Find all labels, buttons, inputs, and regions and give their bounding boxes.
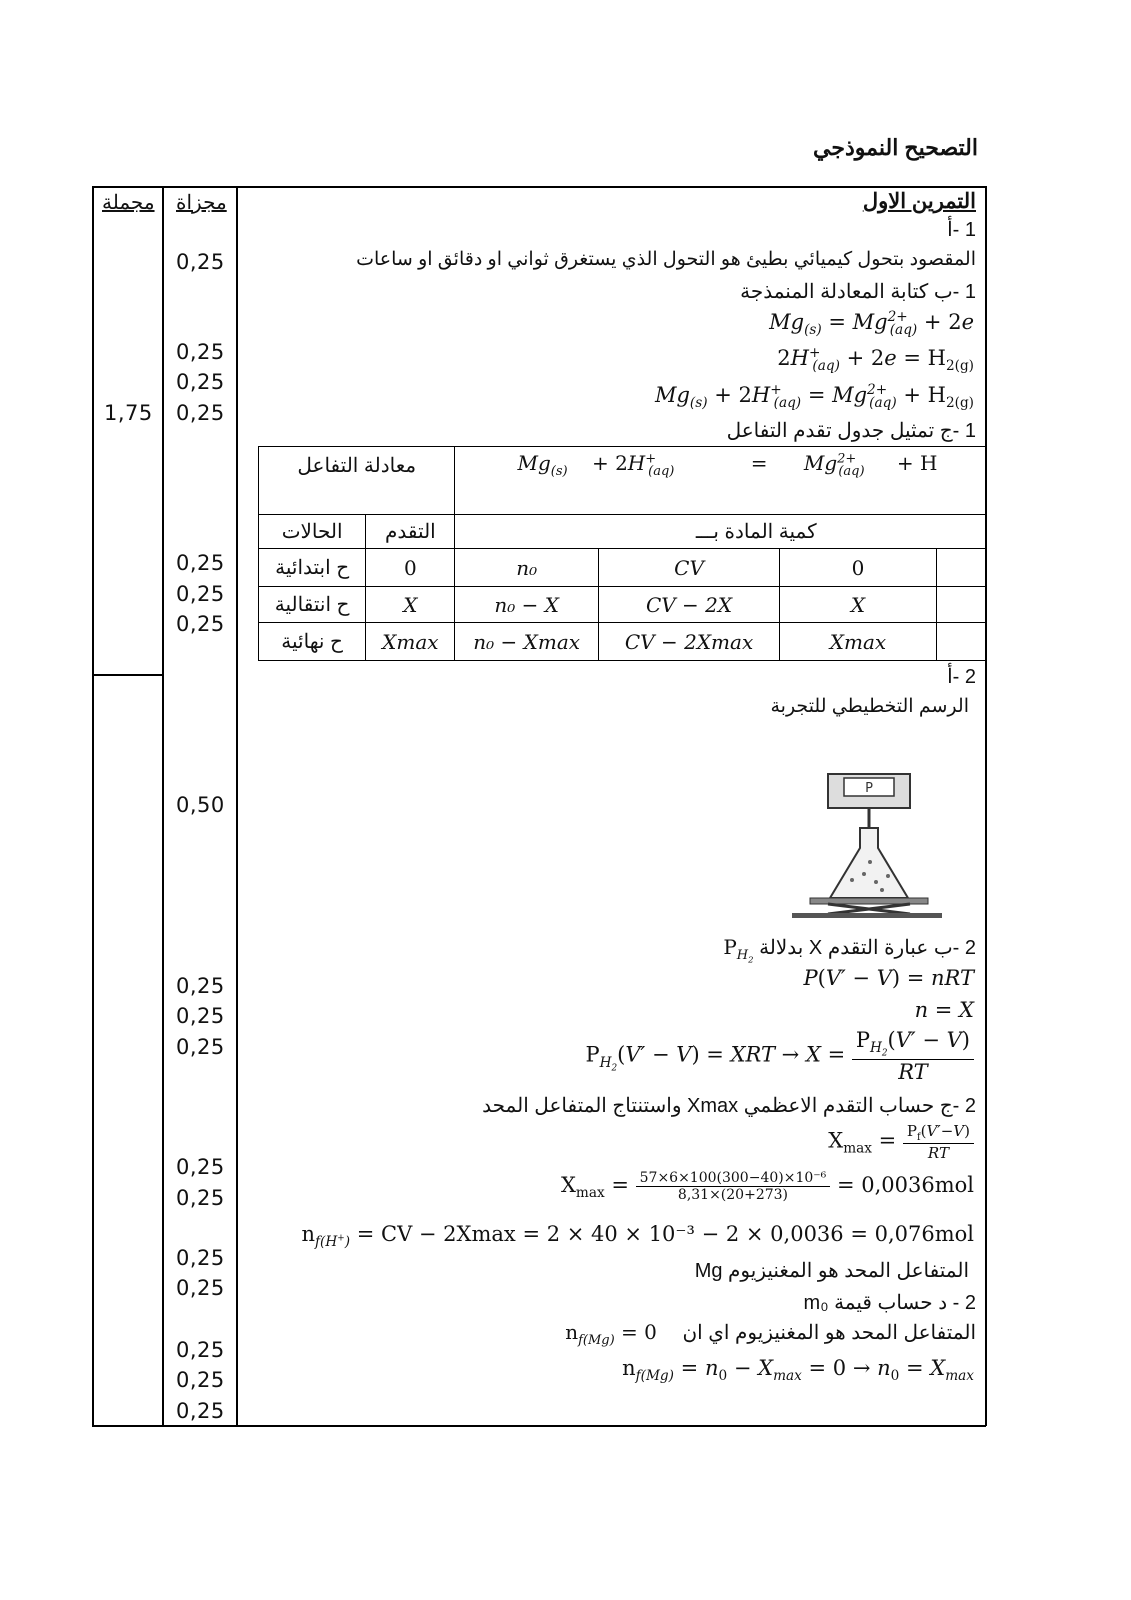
x-cell: X — [366, 587, 455, 623]
total-mark: 1,75 — [104, 401, 153, 425]
mark: 0,25 — [176, 582, 225, 606]
state-cell: ح ابتدائية — [259, 549, 366, 587]
limiting-reagent: المتفاعل المحد هو المغنيزيوم Mg — [694, 1260, 969, 1282]
svg-text:P: P — [865, 781, 873, 796]
mark: 0,50 — [176, 793, 225, 817]
n-equals-x: n = X — [914, 998, 974, 1022]
states-label: الحالات — [259, 515, 366, 549]
mg-cell: n₀ — [455, 549, 598, 587]
question-1b: 1 -ب كتابة المعادلة المنمذجة — [740, 281, 976, 303]
question-1c: 1 -ج تمثيل جدول تقدم التفاعل — [726, 420, 976, 442]
x-expression: $P_{H_2}(V' - V)$ = XRT → X = $\frac{P_{H_2}(V' - V)}{RT}$ — [585, 1028, 974, 1084]
quantity-label: كمية المادة بـــ — [455, 515, 986, 549]
question-1a: 1 -أ — [947, 219, 976, 241]
experiment-diagram — [752, 770, 944, 918]
mg-cell: n₀ − X — [455, 587, 598, 623]
xmax-numerator: 57×6×100(300−40)×10⁻⁶ — [636, 1170, 831, 1187]
h2-cell — [936, 587, 986, 623]
state-cell: ح انتقالية — [259, 587, 366, 623]
table-row — [259, 623, 987, 661]
mark: 0,25 — [176, 250, 225, 274]
mg2-cell: Xmax — [780, 623, 936, 661]
state-cell: ح نهائية — [259, 623, 366, 661]
answer-2d: المتفاعل المحد هو المغنيزيوم اي ان $n_{f(Mg)} = 0$ — [565, 1320, 976, 1348]
mg2-cell: 0 — [780, 549, 936, 587]
xmax-denominator: 8,31×(20+273) — [677, 1187, 788, 1203]
mark: 0,25 — [176, 1035, 225, 1059]
question-2b: 2 -ب عبارة التقدم X بدلالة $P_{H_2}$ — [723, 935, 976, 965]
nf-h-value: = CV − 2Xmax = 2 × 40 × 10⁻³ − 2 × 0,0036 = 0,076mol — [356, 1222, 974, 1246]
mark: 0,25 — [176, 1276, 225, 1300]
h2-cell — [936, 549, 986, 587]
h2-cell — [936, 623, 986, 661]
total-marks-header: مجملة — [102, 192, 155, 214]
advance-label: التقدم — [366, 515, 455, 549]
mark: 0,25 — [176, 974, 225, 998]
h-cell: CV − 2Xmax — [598, 623, 779, 661]
half-equation-reduction: $2H^+_{(aq)} + 2e = H_{2(g)}$ — [777, 345, 974, 375]
mark: 0,25 — [176, 1246, 225, 1270]
n0-equation: $n_{f(Mg)} = n_0 - X_{max} = 0 \to n_0 = X_{max}$ — [622, 1356, 974, 1385]
question-2b-text: 2 -ب عبارة التقدم X بدلالة — [759, 937, 976, 959]
mark: 0,25 — [176, 1368, 225, 1392]
mark: 0,25 — [176, 1338, 225, 1362]
h-cell: CV − 2X — [598, 587, 779, 623]
equation-label: معادلة التفاعل — [259, 447, 455, 515]
table-row — [259, 549, 987, 587]
partial-marks-header: مجزاة — [176, 192, 227, 214]
gas-law: P(V′ − V) = nRT — [803, 966, 974, 990]
mark: 0,25 — [176, 340, 225, 364]
half-equation-oxidation: $Mg_{(s)} = Mg^{2+}_{(aq)} + 2e$ — [769, 309, 974, 339]
question-2d: 2 - د حساب قيمة m₀ — [803, 1292, 976, 1314]
exercise-title: التمرين الاول — [862, 190, 976, 213]
answer-2d-text: المتفاعل المحد هو المغنيزيوم اي ان — [682, 1322, 976, 1344]
mark: 0,25 — [176, 551, 225, 575]
mark: 0,25 — [176, 1004, 225, 1028]
xmax-calculation: $X_{max}$ = $\frac{\text{57×6×100(300−40)×10⁻⁶}}{8,31\times(20+273)}$ = 0,0036mol — [560, 1170, 974, 1203]
table-row — [259, 587, 987, 623]
answer-2a: الرسم التخطيطي للتجربة — [770, 696, 969, 717]
question-2a: 2 -أ — [947, 666, 976, 688]
answer-1a: المقصود بتحول كيميائي بطيئ هو التحول الذي يستغرق ثواني او دقائق او ساعات — [356, 249, 976, 270]
nf-h-calculation: $n_{f(H^+)}$ = CV − 2Xmax = 2 × 40 × 10⁻³ − 2 × 0,0036 = 0,076mol — [301, 1222, 974, 1251]
mark: 0,25 — [176, 401, 225, 425]
x-cell: Xmax — [366, 623, 455, 661]
mark: 0,25 — [176, 612, 225, 636]
mark: 0,25 — [176, 1155, 225, 1179]
xmax-formula: $X_{max}$ = $\frac{P_f(V'-V)}{RT}$ — [828, 1122, 974, 1162]
global-equation: $Mg_{(s)} + 2H^+_{(aq)} = Mg^{2+}_{(aq)} + H_{2(g)}$ — [654, 382, 974, 412]
x-cell: 0 — [366, 549, 455, 587]
table-equation: $Mg_{(s)} + 2H^+_{(aq)} = Mg^{2+}_{(aq)} + H$ — [455, 447, 986, 515]
mg2-cell: X — [780, 587, 936, 623]
question-2c: 2 -ج حساب التقدم الاعظمي Xmax واستنتاج المتفاعل المحد — [482, 1095, 976, 1117]
xmax-result: = 0,0036mol — [836, 1173, 974, 1197]
h-cell: CV — [598, 549, 779, 587]
advancement-table — [258, 446, 986, 664]
mark: 0,25 — [176, 1186, 225, 1210]
mark: 0,25 — [176, 1399, 225, 1423]
mg-cell: n₀ − Xmax — [455, 623, 598, 661]
mark: 0,25 — [176, 370, 225, 394]
page-title: التصحيح النموذجي — [813, 135, 978, 160]
